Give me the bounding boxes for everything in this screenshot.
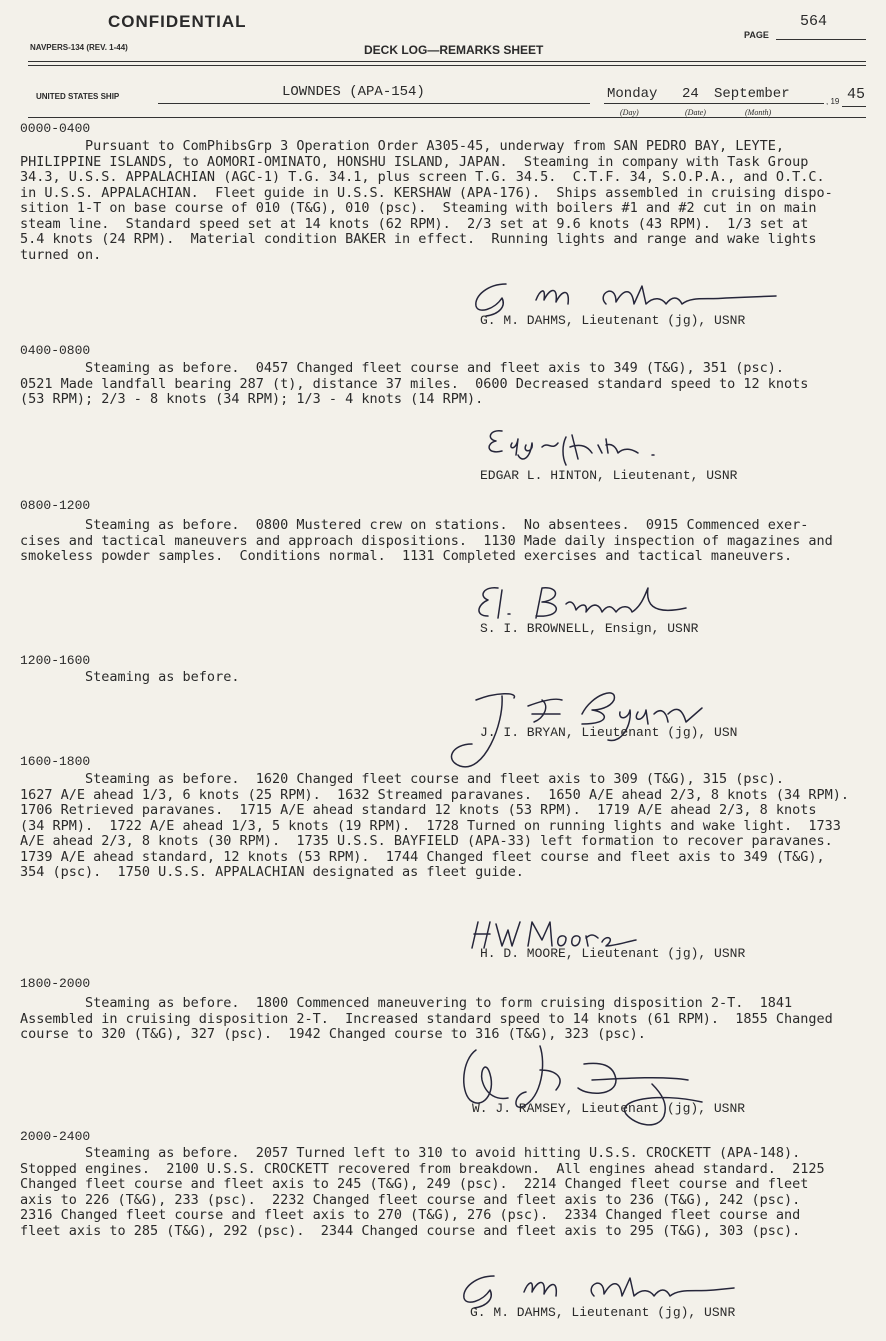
watch-remarks: Steaming as before. 1800 Commenced maneuvering to form cruising disposition 2-T. 1841 Assembled in cruising disposition 2-T. Increased standard speed to 14 knots (61 RPM). 1855 Changed course to 320 (T&G), 327 (psc). 1942 Changed course to 316 (T&G), 323 (psc). xyxy=(20,995,833,1042)
signature-brownell xyxy=(470,582,700,622)
month-label: (Month) xyxy=(745,108,772,117)
date-line xyxy=(604,103,824,104)
signer-name: W. J. RAMSEY, Lieutenant (jg), USNR xyxy=(472,1101,746,1116)
sheet-title: DECK LOG—REMARKS SHEET xyxy=(364,43,544,57)
header-rule xyxy=(28,65,866,66)
date-month: September xyxy=(714,86,790,102)
signer-name: J. I. BRYAN, Lieutenant (jg), USN xyxy=(480,725,738,740)
header-rule xyxy=(28,117,866,118)
watch-remarks: Pursuant to ComPhibsGrp 3 Operation Order A305-45, underway from SAN PEDRO BAY, LEYTE, PHILIPPINE ISLANDS, to AOMORI-OMINATO, HONSHU ISLAND, JAPAN. Steaming in company with Task Group 34.3, U.S.S. APPALACHIAN (AGC-1) T.G. 34.1, plus screen T.G. 34.5. C.T.F. 34, S.O.P.A., and O.T.C. in U.S.S. APPALACHIAN. Fleet guide in U.S.S. KERSHAW (APA-176). Ships assembled in cruising dispo- sition 1-T on base course of 010 (T&G), 010 (psc). Steaming with boilers #1 and #2 cut in on main steam line. Standard speed set at 14 knots (62 RPM). 2/3 set at 9.6 knots (43 RPM). 1/3 set at 5.4 knots (24 RPM). Material condition BAKER in effect. Running lights and range and wake lights turned on. xyxy=(20,138,833,263)
watch-period: 0400-0800 xyxy=(20,343,91,358)
form-number: NAVPERS-134 (REV. 1-44) xyxy=(30,43,128,52)
watch-period: 0800-1200 xyxy=(20,498,91,513)
watch-remarks: Steaming as before. 1620 Changed fleet course and fleet axis to 309 (T&G), 315 (psc). 1627 A/E ahead 1/3, 6 knots (25 RPM). 1632 Streamed paravanes. 1650 A/E ahead 2/3, 8 knots (34 RPM). 1706 Retrieved paravanes. 1715 A/E ahead standard 12 knots (53 RPM). 1719 A/E ahead 2/3, 8 knots (34 RPM). 1722 A/E ahead 1/3, 5 knots (19 RPM). 1728 Turned on running lights and wake light. 1733 A/E ahead 2/3, 8 knots (30 RPM). 1735 U.S.S. BAYFIELD (APA-33) left formation to recover paravanes. 1739 A/E ahead standard, 12 knots (53 RPM). 1744 Changed fleet course and fleet axis to 349 (T&G), 354 (psc). 1750 U.S.S. APPALACHIAN designated as fleet guide. xyxy=(20,771,850,880)
watch-period: 0000-0400 xyxy=(20,121,91,136)
page-label: PAGE xyxy=(744,30,769,40)
classification-stamp: CONFIDENTIAL xyxy=(108,12,247,31)
watch-remarks: Steaming as before. 0800 Mustered crew on stations. No absentees. 0915 Commenced exer- cises and tactical maneuvers and approach dispositions. 1130 Made daily inspection of magazines and smokeless powder samples. Conditions normal. 1131 Completed exercises and tactical maneuvers. xyxy=(20,517,833,564)
year-line xyxy=(842,106,866,107)
watch-remarks: Steaming as before. 0457 Changed fleet course and fleet axis to 349 (T&G), 351 (psc). 0521 Made landfall bearing 287 (t), distance 37 miles. 0600 Decreased standard speed to 12 knots (53 RPM); 2/3 - 8 knots (34 RPM); 1/3 - 4 knots (14 RPM). xyxy=(20,360,809,407)
signer-name: G. M. DAHMS, Lieutenant (jg), USNR xyxy=(470,1305,736,1320)
date-label: (Date) xyxy=(685,108,706,117)
signature-hinton xyxy=(482,425,682,465)
watch-period: 1800-2000 xyxy=(20,976,91,991)
signer-name: EDGAR L. HINTON, Lieutenant, USNR xyxy=(480,468,738,483)
signer-name: H. D. MOORE, Lieutenant (jg), USNR xyxy=(480,946,746,961)
watch-period: 1600-1800 xyxy=(20,754,91,769)
header-rule xyxy=(28,61,866,62)
signature-ramsey xyxy=(456,1040,716,1140)
watch-period: 2000-2400 xyxy=(20,1129,91,1144)
day-label: (Day) xyxy=(620,108,639,117)
day-of-week: Monday xyxy=(607,86,658,102)
year-prefix: , 19 xyxy=(826,97,840,106)
signer-name: G. M. DAHMS, Lieutenant (jg), USNR xyxy=(480,313,746,328)
ship-name: LOWNDES (APA-154) xyxy=(282,84,425,100)
page-number: 564 xyxy=(800,13,828,30)
ship-label: UNITED STATES SHIP xyxy=(36,92,120,101)
ship-name-line xyxy=(158,103,590,104)
watch-period: 1200-1600 xyxy=(20,653,91,668)
date-day: 24 xyxy=(682,86,699,102)
page-number-line xyxy=(776,39,866,40)
signature-dahms xyxy=(466,276,786,318)
watch-remarks: Steaming as before. 2057 Turned left to 310 to avoid hitting U.S.S. CROCKETT (APA-148). Stopped engines. 2100 U.S.S. CROCKETT recovered from breakdown. All engines ahead standard. 2125 Changed fleet course and fleet axis to 245 (T&G), 249 (psc). 2214 Changed fleet course and fleet axis to 226 (T&G), 233 (psc). 2232 Changed fleet course and fleet axis to 236 (T&G), 242 (psc). 2316 Changed fleet course and fleet axis to 270 (T&G), 276 (psc). 2334 Changed fleet course and fleet axis to 285 (T&G), 292 (psc). 2344 Changed course and fleet axis to 295 (T&G), 303 (psc). xyxy=(20,1145,825,1239)
watch-remarks: Steaming as before. xyxy=(20,669,240,685)
signer-name: S. I. BROWNELL, Ensign, USNR xyxy=(480,621,699,636)
year: 45 xyxy=(847,86,866,103)
